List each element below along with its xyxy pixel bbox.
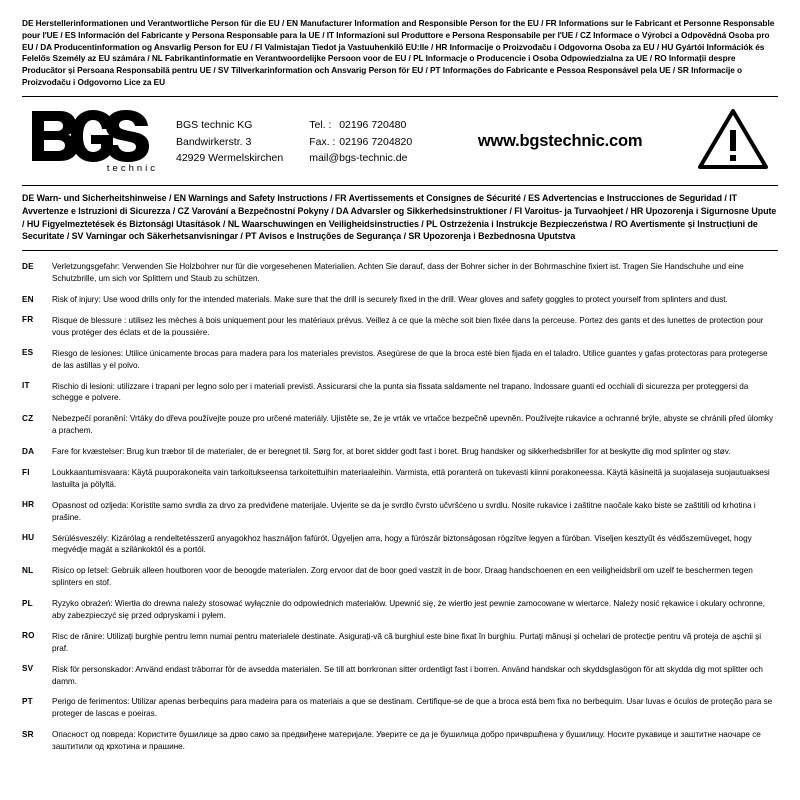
telephone-label: Tel. : [309, 119, 332, 132]
list-item [22, 565, 778, 589]
instruction-text: Risk för personskador: Använd endast träborrar för de avsedda materialen. Se till att borrkronan sitter ordentligt fast i borren. Använd handskar och skyddsglasögon för att skydda dig mot splitter och damm. [52, 664, 763, 686]
instruction-text: Riesgo de lesiones: Utilice únicamente brocas para madera para los materiales previstos. Asegúrese de que la broca esté bien fijada en el taladro. Utilice guantes y gafas protectoras para protegerse de las astillas y el polvo. [52, 348, 768, 370]
company-street: Bandwirkerstr. 3 [176, 135, 252, 148]
instruction-text: Perigo de ferimentos: Utilizar apenas berbequins para madeira para os materiais a que se destinam. Certifique-se de que a broca está bem fixa no berbequim. Usar luvas e óculos de proteção para se proteger de lascas e poeiras. [52, 697, 773, 719]
list-item [22, 729, 778, 753]
language-code: IT [22, 381, 30, 391]
company-contact [283, 117, 412, 166]
instruction-list [22, 251, 778, 753]
company-band [22, 97, 778, 185]
warning-triangle-icon [698, 108, 778, 175]
language-code: SR [22, 729, 34, 739]
language-code: DA [22, 446, 35, 456]
list-item [22, 261, 778, 285]
fax-label: Fax. : [309, 135, 336, 148]
instruction-text: Risque de blessure : utilisez les mèches à bois uniquement pour les matériaux prévus. Veillez à ce que la mèche soit bien fixée dans la perceuse. Portez des gants et des lunettes de protection pour vous protéger des éclats et de la poussière. [52, 315, 764, 337]
list-item [22, 446, 778, 458]
instruction-text: Ryzyko obrażeń: Wiertła do drewna należy stosować wyłącznie do odpowiednich materiałów. Upewnić się, że wiertło jest pewnie zamocowane w wiertarce. Należy nosić rękawice i okulary ochronne, aby zabezpieczyć się przed odpryskami i pyłem. [52, 599, 765, 621]
list-item [22, 467, 778, 491]
instruction-text: Risc de rănire: Utilizați burghie pentru lemn numai pentru materialele destinate. Asigurați-vă că burghiul este bine fixat în burghiu. Purtați mănuși și ochelari de protecție pentru vă proteja de așchii și praf. [52, 631, 762, 653]
language-code: DE [22, 261, 34, 271]
email-value[interactable]: mail@bgs-technic.de [309, 151, 408, 164]
instruction-text: Sérülésveszély: Kizárólag a rendeltetésszerű anyagokhoz használjon fafúrót. Ügyeljen arra, hogy a fúrószár biztonságosan rögzítve legyen a fúróban. Viseljen kesztyűt és védőszemüveget, hogy megvédje magát a szilánkoktól és a portól. [52, 533, 752, 555]
list-item [22, 598, 778, 622]
instruction-text: Risico op letsel: Gebruik alleen houtboren voor de beoogde materialen. Zorg ervoor dat de boor goed vastzit in de boor. Draag handschoenen en een veiligheidsbril om uzelf te beschermen tegen splinters en stof. [52, 566, 753, 588]
language-code: FR [22, 315, 34, 325]
fax-row [309, 134, 412, 150]
language-code: NL [22, 565, 34, 575]
warning-triangle-svg [698, 108, 768, 170]
instruction-text: Loukkaantumisvaara: Käytä puuporakoneita vain tarkoitukseensa tarkoitettuihin materiaaleihin. Varmista, että poranterä on tukevasti kiinni porakoneessa. Käytä käsineitä ja suojalaseja suojautuaksesi lastuilta ja pölyltä. [52, 468, 770, 489]
instruction-text: Risk of injury: Use wood drills only for the intended materials. Make sure that the drill is securely fixed in the drill. Wear gloves and safety goggles to protect yourself from splinters and dust. [52, 295, 728, 305]
manufacturer-info-header: DE Herstellerinformationen und Verantwortliche Person für die EU / EN Manufacturer Information and Responsible Person for the EU / FR Informations sur le Fabricant et Personne Responsable pour l'UE / ES Información del Fabricante y Persona Responsable para la UE / IT Informazioni sul Produttore e Persona Responsabile per l'UE / CZ Informace o Výrobci a Odpovědná Osoba pro EU / DA Producentinformation og Ansvarlig Person for EU / FI Valmistajan Tiedot ja Vastuuhenkilö EU:lle / HR Informacije o Proizvođaču i Odgovorna Osoba za EU / HU Gyártói Információk és Felelős Személy az EU számára / NL Fabrikantinformatie en Verantwoordelijke Persoon voor de EU / PL Informacje o Producencie i Osoba Odpowiedzialna za UE / RO Informații despre Producător și Persoana Responsabilă pentru UE / SV Tillverkarinformation och Ansvarig Person för EU / PT Informações do Fabricante e Pessoa Responsável pela UE / SR Informacije o Proizvođaču i Odgovorno Lice za EU [22, 18, 775, 87]
bgs-logo [22, 109, 158, 174]
language-code: ES [22, 348, 34, 358]
list-item [22, 631, 778, 655]
list-item [22, 381, 778, 405]
instruction-text: Verletzungsgefahr: Verwenden Sie Holzbohrer nur für die vorgesehenen Materialien. Achten Sie darauf, dass der Bohrer sicher in der Bohrmaschine fixiert ist. Tragen Sie Handschuhe und eine Schutzbrille, um sich vor Splittern und Staub zu schützen. [52, 262, 744, 284]
instruction-text: Rischio di lesioni: utilizzare i trapani per legno solo per i materiali previsti. Assicurarsi che la punta sia fissata saldamente nel trapano. Indossare guanti ed occhiali di sicurezza per proteggersi da schegge e polvere. [52, 381, 749, 403]
list-item [22, 348, 778, 372]
list-item [22, 500, 778, 524]
list-item [22, 664, 778, 688]
bgs-logo-subtext: technic [106, 163, 158, 175]
instruction-text: Fare for kvæstelser: Brug kun træbor til de materialer, de er beregnet til. Sørg for, at boret sidder godt fast i boret. Brug handsker og sikkerhedsbriller for at beskytte dig mod splinter og støv. [52, 447, 731, 457]
list-item [22, 315, 778, 339]
fax-value: 02196 7204820 [339, 135, 413, 148]
website-url[interactable]: www.bgstechnic.com [477, 132, 643, 151]
list-item [22, 294, 778, 306]
bgs-logo-icon [30, 109, 152, 165]
list-item [22, 413, 778, 437]
company-address [158, 117, 283, 166]
language-code: SV [22, 664, 34, 674]
language-code: EN [22, 294, 34, 304]
telephone-value: 02196 720480 [339, 119, 407, 132]
company-name: BGS technic KG [176, 119, 253, 132]
list-item [22, 533, 778, 557]
warnings-heading: DE Warn- und Sicherheitshinweise / EN Warnings and Safety Instructions / FR Avertissements et Consignes de Sécurité / ES Advertencias e Instrucciones de Seguridad / IT Avvertenze e Istruzioni di Sicurezza / CZ Varování a Bezpečnostní Pokyny / DA Advarsler og Sikkerhedsinstruktioner / FI Varoitus- ja Turvaohjeet / HR Upozorenja i Sigurnosne Upute / HU Figyelmeztetések és Biztonsági Utasítások / NL Waarschuwingen en Veiligheidsinstructies / PL Ostrzeżenia i Instrukcje Bezpieczeństwa / RO Avertismente și Instrucțiuni de Securitate / SV Varningar och Säkerhetsanvisningar / PT Avisos e Instruções de Segurança / SR Upozorenja i Bezbednosna Uputstva [22, 192, 777, 242]
language-code: HU [22, 533, 35, 543]
email-row [309, 150, 412, 166]
language-code: CZ [22, 413, 34, 423]
instruction-text: Nebezpečí poranění: Vrtáky do dřeva používejte pouze pro určené materiály. Ujistěte se, že je vrták ve vrtačce bezpečně upevněn. Používejte rukavice a ochranné brýle, abyste se chránili před úlomky a prachem. [52, 414, 774, 436]
language-code: HR [22, 500, 35, 510]
company-city: 42929 Wermelskirchen [176, 151, 284, 164]
language-code: PT [22, 696, 33, 706]
language-code: PL [22, 598, 33, 608]
language-code: RO [22, 631, 35, 641]
instruction-text: Opasnost od ozljeda: Koristite samo svrdla za drvo za predviđene materijale. Uvjerite se da je svrdlo čvrsto učvršćeno u svrdlu. Nosite rukavice i zaštitne naočale kako biste se zaštitili od krhotina i prašine. [52, 500, 756, 522]
language-code: FI [22, 467, 30, 477]
instruction-text: Опасност од повреда: Користите бушилице за дрво само за предвиђене материјале. Уверите се да је бушилица добро причвршћена у бушилицу. Носите рукавице и заштитне наочаре се заштитили од крхотина и прашине. [52, 730, 761, 752]
list-item [22, 696, 778, 720]
telephone-row [309, 117, 412, 133]
